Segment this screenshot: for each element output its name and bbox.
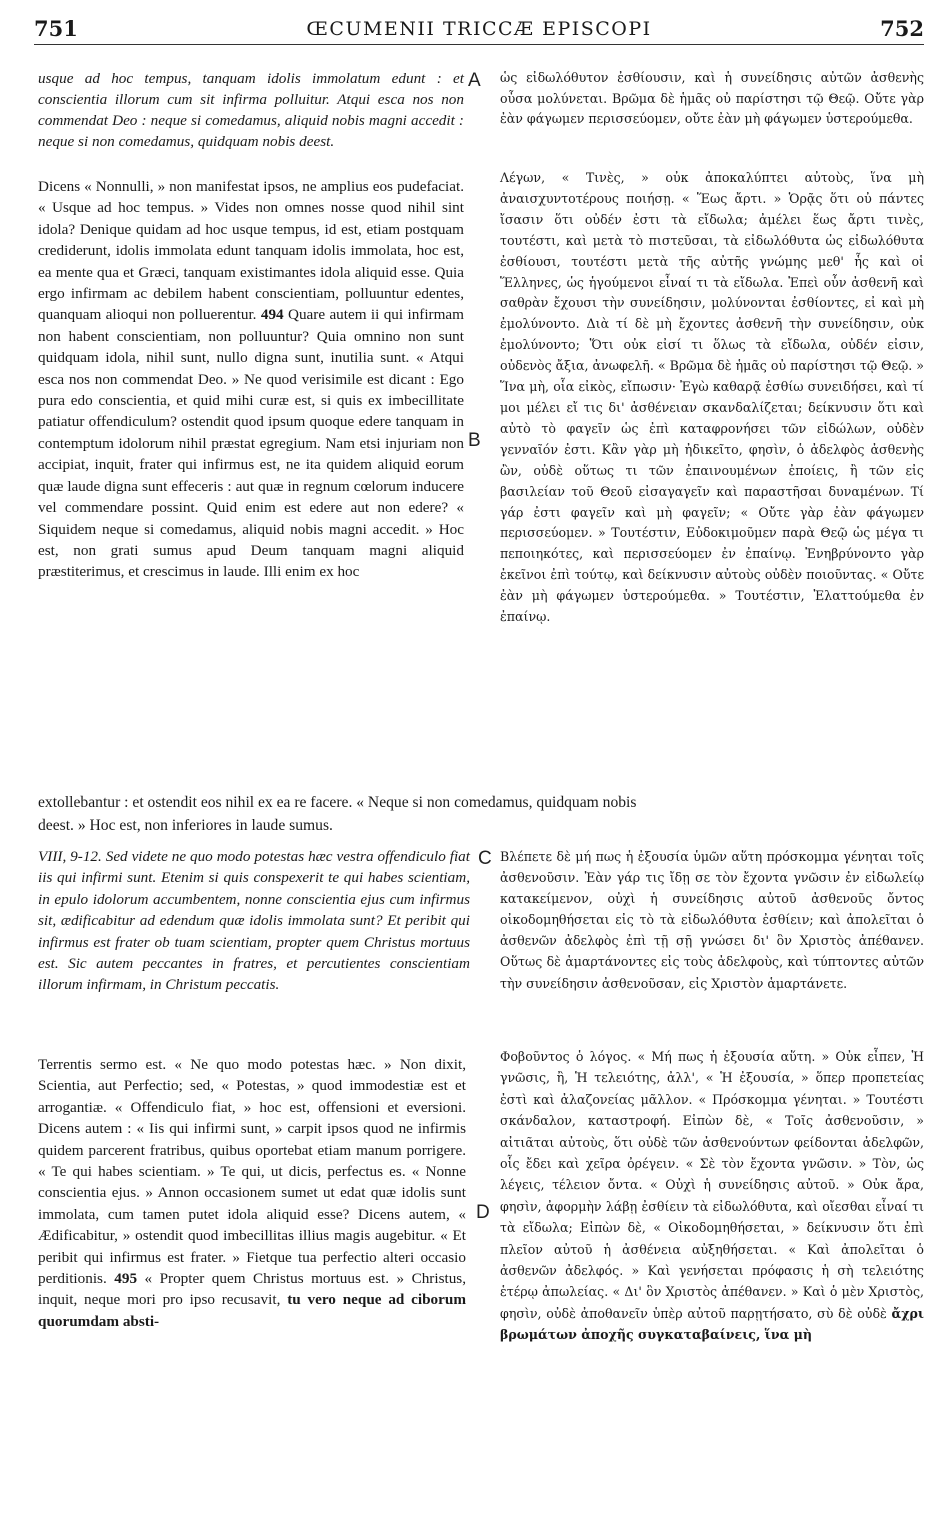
- page-header: [34, 16, 924, 42]
- right-page-number: 752: [880, 16, 924, 41]
- greek-commentary-1: Λέγων, « Τινὲς, » οὐκ ἀποκαλύπτει αὐτοὺς, ἵνα μὴ ἀναισχυντοτέρους ποιήσῃ. « Ἕως ἄρτι. » Ὁρᾷς ὅτι οὐ πάντες ἴσασιν ὅτι οὐδέν ἐστι τὰ εἴδωλα; ἀμέλει ἕως ἄρτι τινὲς, τουτέστι, καὶ μετὰ τὸ πιστεῦσαι, τὰ εἰδωλόθυτα ὡς εἰδωλόθυτα ἐσθίουσι, τουτέστι μετὰ τῆς αὐτῆς γνώμης μεθ' ἧς καὶ οἱ Ἕλληνες, ὡς ἡγούμενοι εἶναί τι τὰ εἴδωλα. Ἐπεὶ οὖν ἀσθενῆ καὶ σαθρὰν ἔχουσι τὴν συνείδησιν, μολύνονται ἐσθίοντες, εἰ καὶ μὴ ἐμολύνοντο. Διὰ τί δὲ μὴ ἔχοντες ἀσθενῆ τὴν συνείδησιν, οὐκ ἐμολύνοντο; Ὅτι οὐκ εἰσί τι ὅλως τὰ εἴδωλα, οὐδέν εἰσιν, οὐδενὸς ἄξια, ἀνωφελῆ. « Βρῶμα δὲ ἡμᾶς οὐ παρίστησι τῷ Θεῷ. » Ἵνα μὴ, οἷα εἰκὸς, εἴπωσιν· Ἐγὼ καθαρᾷ ἐσθίω συνειδήσει, καὶ τί μοι μέλει εἴ τις δι' ἀσθένειαν σκανδαλίζεται; δείκνυσιν ὅτι καὶ αὐτὸ τὸ φαγεῖν ὡς ἐπὶ καταφρονήσει τῶν εἰδώλων, οὐδὲν γενναῖόν ἐστι. Κἂν γὰρ μὴ ἠδικεῖτο, φησὶν, ὁ ἀδελφὸς ἀσθενὴς ὢν, οὐδὲ οὕτως τι τῶν ἐπαινουμένων ἐποίεις, ἢ τῶν εἰς βασιλείαν τοῦ Θεοῦ εἰσαγαγεῖν καὶ παραστῆσαι δυναμένων. Τί γάρ ἐστι φαγεῖν καὶ μὴ φαγεῖν; « Οὔτε γὰρ ἐὰν φάγωμεν περισσεύομεν. » Τουτέστιν, Εὐδοκιμοῦμεν παρὰ Θεῷ ὡς μέγα τι πεποιηκότες, καὶ περισσεύομεν ἐν ἐπαίνῳ. Ἐνηβρύνοντο γὰρ ἐκεῖνοι ἐπὶ τούτῳ, καὶ δείκνυσιν αὐτοὺς οὐδὲν ποιοῦντας. « Οὔτε ἐὰν μὴ φάγωμεν ὑστερούμεθα. » Τουτέστιν, Ἐλαττούμεθα ἐν ἐπαίνῳ.: [500, 170, 924, 625]
- latin-scripture-passage-1: usque ad hoc tempus, tanquam idolis immolatum edunt : et conscientia illorum cum sit infirma polluitur. Atqui esca nos non commendat Deo : neque si comedamus, aliquid nobis magni accedit : neque si non comedamus, quidquam nobis deest.: [38, 70, 464, 150]
- latin-commentary-2-bold-end: tu vero neque ad ciborum quorumdam absti-: [38, 1291, 466, 1330]
- greek-commentary-2-bold-end: ἄχρι βρωμάτων ἀποχῆς συγκαταβαίνεις, ἵνα μὴ: [500, 1305, 924, 1343]
- section-marker-d: D: [476, 1202, 490, 1223]
- column-number-494: 494: [260, 306, 284, 324]
- greek-scripture-passage-2: Βλέπετε δὲ μή πως ἡ ἐξουσία ὑμῶν αὕτη πρόσκομμα γένηται τοῖς ἀσθενοῦσιν. Ἐὰν γάρ τις ἴδῃ σε τὸν ἔχοντα γνῶσιν ἐν εἰδωλείῳ κατακείμενον, οὐχὶ ἡ συνείδησις αὐτοῦ ἀσθενοῦς ὄντος οἰκοδομηθήσεται εἰς τὸ τὰ εἰδωλόθυτα ἐσθίειν; καὶ ἀπολεῖται ὁ ἀσθενῶν ἀδελφὸς ἐπὶ τῇ σῇ γνώσει δι' ὃν Χριστὸς ἀπέθανεν. Οὕτως δὲ ἁμαρτάνοντες εἰς τοὺς ἀδελφοὺς, καὶ τύπτοντες αὐτῶν τὴν συνείδησιν ἀσθενοῦσαν, εἰς Χριστὸν ἁμαρτάνετε.: [500, 849, 924, 991]
- greek-scripture-passage-1: ὡς εἰδωλόθυτον ἐσθίουσιν, καὶ ἡ συνείδησις αὐτῶν ἀσθενὴς οὖσα μολύνεται. Βρῶμα δὲ ἡμᾶς οὐ παρίστησι τῷ Θεῷ. Οὔτε γὰρ ἐὰν φάγωμεν περισσεύομεν, οὔτε ἐὰν μὴ φάγωμεν ὑστερούμεθα.: [500, 70, 924, 127]
- latin-commentary-1: [38, 176, 464, 583]
- left-page-number: 751: [34, 16, 78, 41]
- section-marker-c: C: [478, 848, 492, 869]
- latin-commentary-1-text-b: Quare autem ii qui infirmam non habent conscientiam, non polluuntur? Quia omnino non sunt quidquam idola, nihil sunt, nullo digna sunt, inutilia sunt. « Atqui esca nos non commendat Deo. » Ne quod verisimile est dicant : Ego pura edo conscientia, et quid mihi curæ est, si quis ex imbecillitate patiatur offendiculum? ostendit quod ipsum quoque edere tanquam in contemptum idolorum nihil præstat egregium. Nam etsi injuriam non accipiat, inquit, frater qui infirmus est, ne ita quidem aliquid eorum quæ laude digna sunt effeceris : aut quæ in regnum cœlorum inducere vel commendare possint. Quid enim est edere aut non edere? « Siquidem neque si comedamus, aliquid nobis magni accedit. » Hoc est, non grati sumus apud Deum tanquam magni aliquid præstiterimus, et crescimus in laude. Illi enim ex hoc: [38, 306, 464, 581]
- section-marker-b: B: [468, 430, 481, 451]
- full-width-line-1: extollebantur : et ostendit eos nihil ex ea re facere. « Neque si non comedamus, quidquam nobis: [38, 794, 637, 811]
- column-number-495: 495: [114, 1270, 138, 1288]
- full-width-line-2: deest. » Hoc est, non inferiores in laude sumus.: [38, 817, 333, 834]
- latin-commentary-2-text-b: « Propter quem Christus mortuus est. » Christus, inquit, neque mori pro ipso recusavit,: [38, 1270, 467, 1309]
- greek-commentary-2-text: Φοβοῦντος ὁ λόγος. « Μή πως ἡ ἐξουσία αὕτη. » Οὐκ εἶπεν, Ἡ γνῶσις, ἢ, Ἡ τελειότης, ἀλλ', « Ἡ ἐξουσία, » ὅπερ προπετείας ἐστὶ καὶ ἀλαζονείας μᾶλλον. « Πρόσκομμα γένηται. » Τουτέστι σκάνδαλον, καταστροφή. Εἰπὼν δὲ, « Τοῖς ἀσθενοῦσιν, » αἰτιᾶται αὐτοὺς, ὅτι οὐδὲ τῶν ἀσθενούντων φείδονται ἀδελφῶν, οἷς ἔδει καὶ χεῖρα ὀρέγειν. « Σὲ τὸν ἔχοντα γνῶσιν. » Τὸν, ὡς λέγεις, τέλειον ὄντα. « Οὐχὶ ἡ συνείδησις αὐτοῦ. » Οὐκ ἄρα, φησὶν, ἀφορμὴν λάβῃ ἐσθίειν τὰ εἰδωλόθυτα, καὶ οἴεσθαι εἶναί τι τὰ εἴδωλα; Εἰπὼν δὲ, « Οἰκοδομηθήσεται, » δείκνυσιν ὅτι ἐπὶ πλεῖον αὐτοῦ ἡ ἀσθένεια αὐξηθήσεται. « Καὶ ἀπολεῖται ὁ ἀσθενῶν ἀδελφός. » Καὶ γενήσεται πρόφασις ἡ σὴ τελειότης ἑτέρῳ ἀπωλείας. « Δι' ὃν Χριστὸς ἀπέθανεν. » Καὶ ὁ μὲν Χριστὸς, φησὶν, οὐδὲ ἀποθανεῖν ὑπὲρ αὐτοῦ παρῃτήσατο, σὺ δὲ οὐδὲ: [500, 1049, 924, 1321]
- latin-scripture-passage-2: VIII, 9-12. Sed videte ne quo modo potestas hæc vestra offendiculo fiat iis qui infirmi sunt. Etenim si quis conspexerit te qui habes scientiam, in epulo idolorum accumbentem, nonne conscientia ejus cum infirmus sit, ædificabitur ad edendum quæ idolis immolata sunt? Et peribit qui infirmus est frater ob tuam scientiam, propter quem Christus mortuus est. Sic autem peccantes in fratres, et percutientes conscientiam illorum infirmam, in Christum peccatis.: [38, 848, 470, 994]
- latin-commentary-2: [38, 1054, 466, 1332]
- section-marker-a: A: [468, 70, 481, 91]
- latin-commentary-2-text-a: Terrentis sermo est. « Ne quo modo potestas hæc. » Non dixit, Scientia, aut Perfectio; sed, « Potestas, » quod immodestiæ est et arrogantiæ. « Offendiculo fiat, » hoc est, offensioni et eversioni. Dicens autem : « Iis qui infirmi sunt, » carpit ipsos quod ne infirmis quidem parcerent fratribus, quibus oportebat etiam manum porrigere. « Te qui habes scientiam. » Te qui, ut dicis, perfectus es. « Nonne conscientia ejus. » Annon occasionem sumet ut edat quæ idolis sunt immolata, cum tamen putet idola aliquid esse? Dicens autem, « Ædificabitur, » ostendit quod imbecillitas illius magis augebitur. « Et peribit qui infirmus est frater. » Fietque tua perfectio alteri occasio perditionis.: [38, 1056, 466, 1288]
- greek-commentary-2: [500, 1046, 924, 1346]
- header-rule: [34, 44, 924, 45]
- latin-commentary-1-text-a: Dicens « Nonnulli, » non manifestat ipsos, ne amplius eos pudefaciat. « Usque ad hoc tempus. » Vides non omnes nosse quod nihil sint idola? Denique quidam ad hoc usque tempus, id est, etiam postquam crediderunt, idolis immolata edunt tanquam idolis immolata, hoc est, ea mente qua et Græci, tanquam existimantes idola aliquid esse. Quia ergo infirmam ac debilem habent conscientiam, polluuntur edentes, quanquam alioqui non polluerentur.: [38, 178, 464, 324]
- running-title: ŒCUMENII TRICCÆ EPISCOPI: [306, 18, 652, 40]
